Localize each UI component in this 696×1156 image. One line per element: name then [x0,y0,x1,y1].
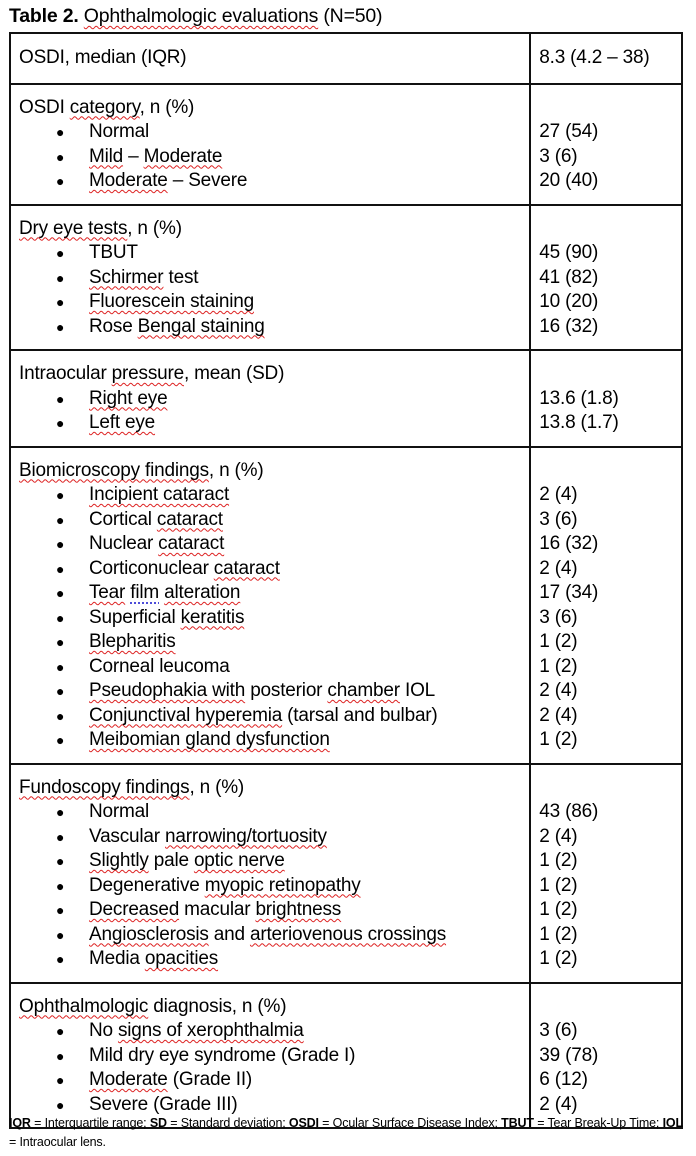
list-item [19,898,521,923]
text-run: category [69,96,140,118]
list-item-label [89,483,229,508]
text-run: , n (%) [139,96,195,118]
text-run: , n (%) [208,459,264,481]
list-item-value: 3 (6) [539,1020,578,1041]
text-run: opacities [144,948,219,969]
text-run: Fluorescein staining [89,291,254,312]
list-item [19,874,521,899]
list-item [19,630,521,655]
text-run: Ophthalmologic [19,995,149,1017]
text-run: Normal [89,801,150,822]
list-item-label [89,315,265,340]
list-item [19,1044,521,1069]
text-run: – Severe [167,170,248,191]
abbreviation: IQR [9,1116,31,1130]
bullet-icon: ● [56,707,65,724]
bullet-icon: ● [56,487,65,503]
list-item-value: 10 (20) [539,291,599,312]
label-cell [10,84,530,205]
text-run: Conjunctival hyperemia [89,704,283,726]
list-item-value: 2 (4) [539,1093,578,1115]
list-item-value: 1 (2) [539,874,578,896]
bullet-icon: ● [56,294,65,310]
list-item-label [89,947,218,972]
label-cell [10,447,530,764]
list-item-value: 2 (4) [539,557,578,579]
abbreviation-definition: = Interquartile range; [30,1116,150,1130]
list-item [19,169,521,194]
table-row [10,447,682,764]
table-row [10,350,682,447]
list-item-value: 1 (2) [539,899,578,920]
value-cell [530,205,682,351]
text-run: Severe (Grade III) [89,1093,238,1115]
list-item-value: 41 (82) [539,266,599,288]
text-run: Rose [89,315,138,337]
text-run: Mild dry eye syndrome (Grade I) [89,1044,356,1066]
list-item-label [89,557,280,582]
list-item-label [89,581,240,606]
list-item [19,266,521,291]
text-run: Vascular [89,825,165,847]
bullet-icon: ● [56,1047,65,1064]
text-run: Meibomian gland dysfunction [89,729,330,750]
list-item-value: 3 (6) [539,508,578,530]
label-cell [10,350,530,447]
list-item-value: 39 (78) [539,1044,599,1066]
list-item-value: 43 (86) [539,801,599,822]
text-run: Superficial [89,606,181,628]
text-run: signs of xerophthalmia [117,1020,304,1041]
bullet-icon: ● [56,148,65,165]
value-cell [530,764,682,983]
list-item [19,1019,521,1044]
bullet-icon: ● [56,658,65,675]
text-run: film [130,582,160,603]
list-item-label [89,825,327,850]
text-run: Fundoscopy findings [19,776,190,798]
text-run: Tear [89,582,126,603]
text-run: pressure [111,363,184,384]
section-heading [19,776,521,801]
list-item-label [89,728,330,753]
text-run: brightness [255,899,342,920]
bullet-icon: ● [56,926,65,943]
table-caption [9,3,382,29]
bullet-icon: ● [56,269,65,286]
list-item [19,923,521,948]
text-run: , n (%) [127,217,182,239]
value-cell [530,84,682,205]
list-item-value: 1 (2) [539,655,578,677]
text-run: Right eye [89,387,168,409]
abbreviation-definition: = Tear Break-Up Time; [533,1116,663,1130]
bullet-icon: ● [56,245,65,261]
value-cell [530,33,682,84]
text-run: Nuclear [89,533,159,554]
text-run: Media [89,948,145,969]
list-item [19,120,521,145]
section-heading [19,995,521,1020]
text-run: , mean (SD) [183,363,285,384]
list-item-value: 2 (4) [539,825,578,847]
bullet-icon: ● [56,902,65,918]
text-run: chamber [327,680,400,701]
text-run: Ophthalmologic evaluations [83,5,319,27]
list-item-label [89,800,149,825]
bullet-icon: ● [56,1096,65,1113]
text-run: TBUT [89,242,138,263]
text-run: macular [179,899,256,920]
list-item-value: 1 (2) [539,923,578,945]
list-item [19,800,521,825]
bullet-icon: ● [56,173,65,189]
list-item-value: 2 (4) [539,680,578,701]
list-item-label [89,1068,252,1093]
list-item [19,849,521,874]
text-run: pale [148,850,194,871]
text-run: cataract [156,508,223,530]
list-item-value: 45 (90) [539,242,599,263]
list-item-label [89,704,438,729]
list-item [19,606,521,631]
text-run: test [163,266,199,288]
text-run: No [89,1020,118,1041]
text-run: (tarsal and bulbar) [282,704,438,726]
list-item-label [89,241,138,266]
list-item [19,532,521,557]
label-cell [10,205,530,351]
section-heading-value-spacer [539,217,673,242]
bullet-icon: ● [56,804,65,820]
text-run: keratitis [180,606,245,628]
list-item-value: 20 (40) [539,170,599,191]
list-item-label [89,874,361,899]
text-run: alteration [164,582,241,603]
section-heading [19,362,521,387]
abbreviation: OSDI [288,1116,319,1130]
table-row [10,205,682,351]
table-label: Table 2. [9,5,79,27]
table-row [10,764,682,983]
text-run: Dry eye tests [19,217,128,239]
text-run: optic nerve [193,850,285,871]
section-heading [19,459,521,484]
list-item-value: 27 (54) [539,121,599,142]
list-item-label [89,1019,304,1044]
bullet-icon: ● [56,511,65,528]
value-cell [530,447,682,764]
list-item-value: 1 (2) [539,850,578,871]
row-value: 8.3 (4.2 – 38) [539,47,650,68]
table-row [10,84,682,205]
list-item-value: 1 (2) [539,948,578,969]
bullet-icon: ● [56,318,65,335]
bullet-icon: ● [56,853,65,869]
text-run: Moderate [143,145,223,167]
abbreviation-definition: = Standard deviation; [166,1116,289,1130]
label-cell [10,33,530,84]
text-run: Left eye [89,412,156,433]
list-item [19,825,521,850]
label-cell [10,983,530,1129]
text-run: and [208,923,250,945]
text-run: Degenerative [89,874,205,896]
section-heading-value-spacer [539,776,673,801]
list-item [19,655,521,680]
bullet-icon: ● [56,634,65,650]
list-item [19,241,521,266]
list-item [19,315,521,340]
text-run: Angiosclerosis [89,923,209,945]
list-item [19,145,521,170]
text-run: cataract [158,533,225,554]
text-run: Intraocular [19,363,112,384]
list-item-label [89,411,155,436]
bullet-icon: ● [56,536,65,552]
section-heading-value-spacer [539,995,673,1020]
list-item [19,411,521,436]
text-run: , n (%) [189,776,245,798]
text-run: Normal [89,121,150,142]
list-item-value: 1 (2) [539,631,578,652]
bullet-icon: ● [56,877,65,894]
text-run: – [123,145,144,167]
abbreviation: TBUT [501,1116,534,1130]
list-item-value: 2 (4) [539,704,578,726]
text-run: myopic retinopathy [204,874,361,896]
text-run: Pseudophakia with [89,680,246,701]
text-run: Moderate [89,170,168,191]
text-run: diagnosis, n (%) [148,995,287,1017]
bullet-icon: ● [56,124,65,140]
bullet-icon: ● [56,1023,65,1039]
abbreviation: IOL [662,1116,683,1130]
label-cell [10,764,530,983]
bullet-icon: ● [56,560,65,577]
list-item-label [89,606,244,631]
table-row [10,33,682,84]
list-item-value: 13.6 (1.8) [539,387,619,409]
row-label: OSDI, median (IQR) [19,47,187,68]
list-item-value: 17 (34) [539,582,599,603]
table-title [79,5,383,27]
bullet-icon: ● [56,585,65,601]
list-item-value: 16 (32) [539,315,599,337]
list-item [19,508,521,533]
text-run: (Grade II) [167,1069,253,1090]
list-item-label [89,145,222,170]
value-cell [530,983,682,1129]
abbreviation: SD [149,1116,167,1130]
list-item-label [89,923,446,948]
list-item-value: 6 (12) [539,1069,588,1090]
text-run: arteriovenous crossings [249,923,447,945]
abbreviation-definition: = Ocular Surface Disease Index; [318,1116,502,1130]
list-item [19,728,521,753]
text-run: Bengal staining [137,315,265,337]
text-run: Corneal leucoma [89,655,230,677]
list-item-label [89,532,224,557]
section-heading [19,217,521,242]
table-row [10,983,682,1129]
text-run: posterior [245,680,328,701]
list-item [19,581,521,606]
ophthalmologic-evaluations-table [9,32,683,1129]
text-run: Incipient cataract [89,484,230,505]
list-item-label [89,169,247,194]
text-run: Moderate [89,1069,168,1090]
bullet-icon: ● [56,828,65,845]
text-run: Mild [89,145,124,167]
list-item [19,1068,521,1093]
list-item-value: 13.8 (1.7) [539,412,619,433]
list-item-value: 3 (6) [539,606,578,628]
abbreviation-definition: = Intraocular lens. [9,1135,106,1149]
list-item-label [89,1044,355,1069]
text-run: OSDI [19,96,70,118]
list-item-value: 2 (4) [539,484,578,505]
text-run: Slightly [89,850,149,871]
list-item-label [89,655,230,680]
text-run: Decreased [89,899,180,920]
list-item [19,483,521,508]
list-item-value: 1 (2) [539,729,578,750]
bullet-icon: ● [56,732,65,748]
list-item-label [89,266,198,291]
list-item-label [89,630,176,655]
section-heading [19,96,521,121]
text-run: IOL [399,680,436,701]
bullet-icon: ● [56,951,65,967]
text-run: (N=50) [318,5,383,27]
list-item-label [89,290,254,315]
bullet-icon: ● [56,683,65,699]
list-item-label [89,120,149,145]
text-run: Blepharitis [89,631,176,652]
section-heading-value-spacer [539,96,673,121]
text-run: Biomicroscopy findings [19,459,209,481]
list-item [19,387,521,412]
text-run: cataract [213,557,280,579]
bullet-icon: ● [56,1072,65,1088]
list-item-label [89,849,285,874]
text-run: narrowing/tortuosity [165,825,327,847]
text-run: Corticonuclear [89,557,214,579]
list-item [19,704,521,729]
list-item-label [89,679,435,704]
text-run: Cortical [89,508,157,530]
list-item-label [89,508,223,533]
bullet-icon: ● [56,415,65,431]
list-item-value: 3 (6) [539,145,578,167]
list-item-label [89,898,341,923]
list-item-label [89,387,167,412]
list-item [19,679,521,704]
list-item [19,557,521,582]
bullet-icon: ● [56,609,65,626]
bullet-icon: ● [56,390,65,407]
value-cell [530,350,682,447]
table-footnote [9,1114,685,1152]
section-heading-value-spacer [539,459,673,484]
list-item [19,290,521,315]
text-run: Schirmer [89,266,164,288]
list-item [19,947,521,972]
section-heading-value-spacer [539,362,673,387]
list-item-value: 16 (32) [539,533,599,554]
